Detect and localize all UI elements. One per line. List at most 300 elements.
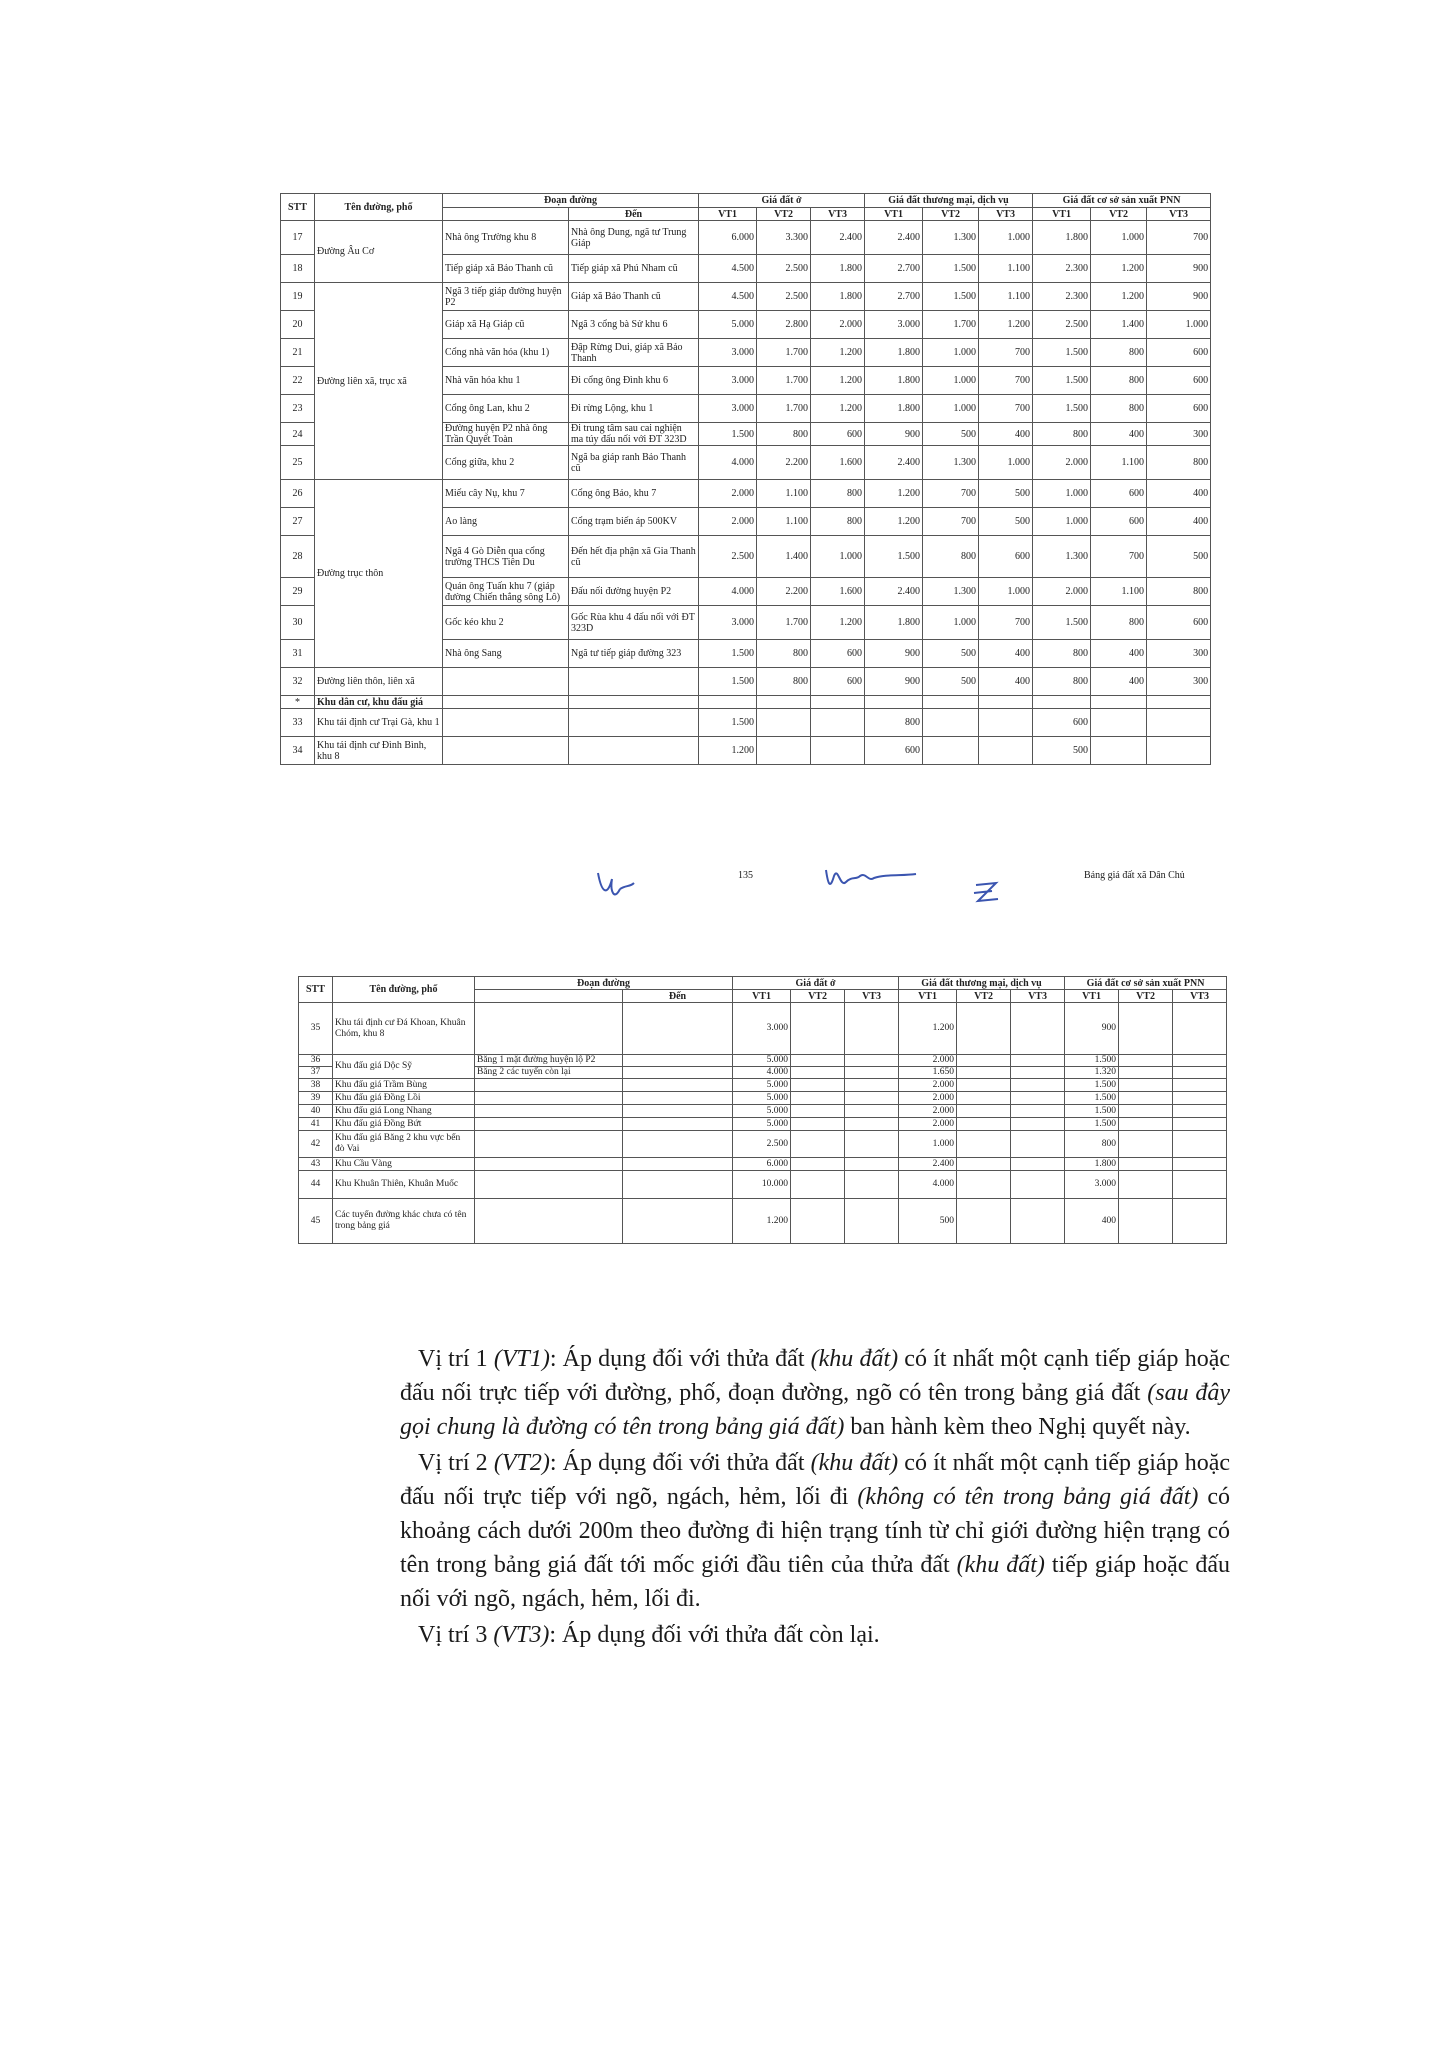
price-cell: 800 bbox=[1065, 1131, 1119, 1158]
price-cell: 800 bbox=[811, 508, 865, 536]
header-ten-duong: Tên đường, phố bbox=[315, 194, 443, 221]
page-number: 135 bbox=[738, 870, 753, 881]
vt2-text-d: (khu đất) bbox=[810, 1450, 899, 1476]
price-cell: 1.100 bbox=[757, 508, 811, 536]
header-doan-duong: Đoạn đường bbox=[443, 194, 699, 208]
price-cell: 400 bbox=[979, 423, 1033, 446]
price-cell bbox=[957, 1079, 1011, 1092]
price-cell bbox=[791, 1199, 845, 1244]
price-cell: 3.000 bbox=[865, 311, 923, 339]
row-ten-duong: Khu dân cư, khu đấu giá bbox=[315, 696, 443, 709]
price-cell: 800 bbox=[1091, 606, 1147, 640]
vt1-text-g: ban hành kèm theo Nghị quyết này. bbox=[844, 1414, 1191, 1440]
row-stt: 33 bbox=[281, 709, 315, 737]
group-doc-sy: Khu đấu giá Dộc Sỹ bbox=[333, 1055, 475, 1079]
header-vt: VT3 bbox=[1147, 208, 1211, 221]
table-row bbox=[299, 1092, 1227, 1105]
row-tu bbox=[475, 1131, 623, 1158]
row-tu bbox=[475, 1105, 623, 1118]
price-cell bbox=[1173, 1003, 1227, 1055]
price-cell: 2.400 bbox=[865, 446, 923, 480]
row-stt: 17 bbox=[281, 221, 315, 255]
price-cell bbox=[811, 696, 865, 709]
price-cell: 1.500 bbox=[1033, 367, 1091, 395]
price-cell bbox=[1011, 1171, 1065, 1199]
row-den bbox=[623, 1079, 733, 1092]
price-cell bbox=[923, 696, 979, 709]
price-cell bbox=[1091, 737, 1147, 765]
price-cell bbox=[957, 1092, 1011, 1105]
table-row bbox=[281, 737, 1211, 765]
row-den: Đấu nối đường huyện P2 bbox=[569, 578, 699, 606]
price-cell: 800 bbox=[811, 480, 865, 508]
header-gia-dat-tm: Giá đất thương mại, dịch vụ bbox=[865, 194, 1033, 208]
price-cell: 400 bbox=[979, 668, 1033, 696]
price-cell bbox=[1091, 709, 1147, 737]
price-cell: 3.000 bbox=[1065, 1171, 1119, 1199]
row-tu: Cổng giữa, khu 2 bbox=[443, 446, 569, 480]
price-cell: 1.800 bbox=[865, 606, 923, 640]
price-cell: 2.300 bbox=[1033, 255, 1091, 283]
price-cell: 4.500 bbox=[699, 283, 757, 311]
price-table-1 bbox=[280, 193, 1211, 765]
price-cell: 1.600 bbox=[811, 446, 865, 480]
price-cell: 2.500 bbox=[699, 536, 757, 578]
price-cell: 1.500 bbox=[1033, 606, 1091, 640]
row-den bbox=[623, 1171, 733, 1199]
price-cell: 1.300 bbox=[923, 578, 979, 606]
row-tu: Ngã 4 Gò Diễn qua cổng trường THCS Tiên Du bbox=[443, 536, 569, 578]
row-ten-duong: Khu tái định cư Đá Khoan, Khuân Chóm, khu 8 bbox=[333, 1003, 475, 1055]
price-cell: 1.700 bbox=[757, 606, 811, 640]
price-cell: 600 bbox=[1091, 508, 1147, 536]
price-cell: 1.500 bbox=[699, 668, 757, 696]
price-cell bbox=[1119, 1118, 1173, 1131]
table2-body bbox=[299, 1003, 1227, 1244]
price-cell: 3.300 bbox=[757, 221, 811, 255]
price-cell: 2.700 bbox=[865, 255, 923, 283]
position-definitions bbox=[400, 1342, 1230, 1652]
price-cell: 700 bbox=[979, 606, 1033, 640]
price-cell: 1.200 bbox=[811, 339, 865, 367]
price-cell: 900 bbox=[1147, 255, 1211, 283]
header-vt: VT3 bbox=[979, 208, 1033, 221]
price-cell bbox=[1011, 1199, 1065, 1244]
price-cell: 800 bbox=[1147, 578, 1211, 606]
price-cell bbox=[1173, 1118, 1227, 1131]
header-gia-dat-o: Giá đất ở bbox=[699, 194, 865, 208]
row-stt: 34 bbox=[281, 737, 315, 765]
price-cell bbox=[845, 1055, 899, 1067]
price-cell bbox=[791, 1118, 845, 1131]
price-cell: 5.000 bbox=[733, 1118, 791, 1131]
row-ten-duong: Khu tái định cư Đình Bình, khu 8 bbox=[315, 737, 443, 765]
row-tu: Cổng nhà văn hóa (khu 1) bbox=[443, 339, 569, 367]
price-cell bbox=[1119, 1171, 1173, 1199]
row-ten-duong: Khu đấu giá Đồng Lồi bbox=[333, 1092, 475, 1105]
signature-initial-2 bbox=[820, 860, 920, 900]
price-cell: 3.000 bbox=[699, 395, 757, 423]
row-stt: 18 bbox=[281, 255, 315, 283]
header-vt: VT1 bbox=[699, 208, 757, 221]
price-cell bbox=[957, 1003, 1011, 1055]
table-row bbox=[299, 1199, 1227, 1244]
row-den bbox=[623, 1003, 733, 1055]
price-cell: 1.700 bbox=[757, 367, 811, 395]
table-row bbox=[299, 1131, 1227, 1158]
price-cell: 1.300 bbox=[923, 446, 979, 480]
price-cell bbox=[1011, 1079, 1065, 1092]
row-den bbox=[569, 696, 699, 709]
price-cell: 1.200 bbox=[733, 1199, 791, 1244]
header-gia-dat-tm: Giá đất thương mại, dịch vụ bbox=[899, 977, 1065, 990]
price-cell: 1.500 bbox=[1065, 1105, 1119, 1118]
row-den: Cổng trạm biến áp 500KV bbox=[569, 508, 699, 536]
price-cell bbox=[957, 1171, 1011, 1199]
vt2-text-f: (không có tên trong bảng giá đất) bbox=[857, 1484, 1199, 1510]
row-ten-duong: Khu tái định cư Trại Gà, khu 1 bbox=[315, 709, 443, 737]
row-stt: 39 bbox=[299, 1092, 333, 1105]
header-vt: VT1 bbox=[1065, 990, 1119, 1003]
row-stt: 45 bbox=[299, 1199, 333, 1244]
price-cell: 1.200 bbox=[811, 395, 865, 423]
price-cell: 400 bbox=[1091, 423, 1147, 446]
price-cell: 800 bbox=[1033, 668, 1091, 696]
price-cell: 1.500 bbox=[699, 423, 757, 446]
header-vt: VT3 bbox=[811, 208, 865, 221]
price-cell bbox=[1091, 696, 1147, 709]
price-cell: 600 bbox=[979, 536, 1033, 578]
price-cell bbox=[979, 696, 1033, 709]
price-cell: 1.000 bbox=[979, 446, 1033, 480]
price-cell: 500 bbox=[1147, 536, 1211, 578]
price-cell: 2.400 bbox=[899, 1158, 957, 1171]
row-den bbox=[569, 668, 699, 696]
price-cell: 1.100 bbox=[979, 255, 1033, 283]
row-stt: 24 bbox=[281, 423, 315, 446]
price-cell bbox=[845, 1079, 899, 1092]
price-cell: 1.500 bbox=[865, 536, 923, 578]
row-den: Ngã tư tiếp giáp đường 323 bbox=[569, 640, 699, 668]
header-vt: VT1 bbox=[899, 990, 957, 1003]
price-cell: 600 bbox=[1091, 480, 1147, 508]
price-cell: 1.200 bbox=[1091, 283, 1147, 311]
price-cell: 800 bbox=[1091, 367, 1147, 395]
vt1-text-d: (khu đất) bbox=[810, 1346, 899, 1372]
price-cell bbox=[1173, 1131, 1227, 1158]
price-cell bbox=[1011, 1055, 1065, 1067]
table-row bbox=[299, 1079, 1227, 1092]
row-stt: 28 bbox=[281, 536, 315, 578]
row-den: Đi trung tâm sau cai nghiện ma túy đấu nối với ĐT 323D bbox=[569, 423, 699, 446]
price-cell: 1.000 bbox=[1033, 508, 1091, 536]
header-vt: VT2 bbox=[957, 990, 1011, 1003]
price-cell bbox=[1011, 1131, 1065, 1158]
header-gia-dat-sx: Giá đất cơ sở sản xuất PNN bbox=[1033, 194, 1211, 208]
table-row bbox=[299, 1055, 1227, 1067]
price-cell: 600 bbox=[811, 640, 865, 668]
row-tu: Ngã 3 tiếp giáp đường huyện P2 bbox=[443, 283, 569, 311]
price-cell: 1.600 bbox=[811, 578, 865, 606]
signature-initial-3 bbox=[968, 873, 1018, 913]
vt2-text-g: có khoảng cách dưới 200m theo đường đi hiện trạng tính từ chỉ giới đường hiện trạng có tên trong bảng giá đất tới mốc giới đầu tiên của thửa đất bbox=[400, 1484, 1231, 1578]
price-cell: 600 bbox=[1147, 339, 1211, 367]
price-cell: 3.000 bbox=[699, 606, 757, 640]
row-tu bbox=[443, 709, 569, 737]
price-cell bbox=[1173, 1158, 1227, 1171]
header-den: Đến bbox=[569, 208, 699, 221]
price-cell bbox=[1119, 1131, 1173, 1158]
price-cell: 2.000 bbox=[699, 508, 757, 536]
price-cell: 1.200 bbox=[699, 737, 757, 765]
row-tu: Đường huyện P2 nhà ông Trần Quyết Toàn bbox=[443, 423, 569, 446]
row-stt: 36 bbox=[299, 1055, 333, 1067]
row-den bbox=[623, 1067, 733, 1079]
price-cell: 1.300 bbox=[1033, 536, 1091, 578]
price-cell: 600 bbox=[1033, 709, 1091, 737]
price-cell: 900 bbox=[1147, 283, 1211, 311]
price-cell: 1.800 bbox=[865, 339, 923, 367]
price-cell: 2.000 bbox=[899, 1055, 957, 1067]
price-cell: 1.320 bbox=[1065, 1067, 1119, 1079]
table-row bbox=[281, 480, 1211, 508]
row-stt: 27 bbox=[281, 508, 315, 536]
price-cell: 400 bbox=[1147, 480, 1211, 508]
price-cell: 1.200 bbox=[979, 311, 1033, 339]
price-cell: 500 bbox=[923, 423, 979, 446]
price-cell bbox=[791, 1131, 845, 1158]
price-cell: 600 bbox=[1147, 367, 1211, 395]
price-cell: 1.400 bbox=[1091, 311, 1147, 339]
price-cell: 1.200 bbox=[1091, 255, 1147, 283]
row-tu: Băng 1 mặt đường huyện lộ P2 bbox=[475, 1055, 623, 1067]
price-cell: 1.700 bbox=[757, 395, 811, 423]
price-cell: 700 bbox=[1091, 536, 1147, 578]
price-cell: 10.000 bbox=[733, 1171, 791, 1199]
price-cell: 1.500 bbox=[699, 640, 757, 668]
price-cell: 2.800 bbox=[757, 311, 811, 339]
price-cell: 1.000 bbox=[923, 395, 979, 423]
price-cell: 700 bbox=[923, 508, 979, 536]
price-cell bbox=[845, 1199, 899, 1244]
group-au-co: Đường Âu Cơ bbox=[315, 221, 443, 283]
row-stt: 35 bbox=[299, 1003, 333, 1055]
price-cell: 2.400 bbox=[865, 221, 923, 255]
price-cell: 800 bbox=[865, 709, 923, 737]
price-cell: 5.000 bbox=[733, 1092, 791, 1105]
row-tu: Nhà ông Trường khu 8 bbox=[443, 221, 569, 255]
vt2-text-b: (VT2) bbox=[493, 1450, 550, 1476]
price-cell bbox=[1119, 1003, 1173, 1055]
price-cell: 2.000 bbox=[899, 1118, 957, 1131]
row-stt: 43 bbox=[299, 1158, 333, 1171]
price-cell bbox=[865, 696, 923, 709]
row-tu bbox=[475, 1003, 623, 1055]
price-cell bbox=[1033, 696, 1091, 709]
header-vt: VT1 bbox=[733, 990, 791, 1003]
price-cell: 1.100 bbox=[979, 283, 1033, 311]
row-tu: Gốc kéo khu 2 bbox=[443, 606, 569, 640]
header-gia-dat-o: Giá đất ở bbox=[733, 977, 899, 990]
price-cell: 2.400 bbox=[865, 578, 923, 606]
vt1-text-f: (sau đây gọi chung là đường có tên trong bảng giá đất) bbox=[400, 1380, 1231, 1440]
price-cell bbox=[1119, 1067, 1173, 1079]
price-cell: 500 bbox=[923, 668, 979, 696]
row-stt: 30 bbox=[281, 606, 315, 640]
row-stt: 25 bbox=[281, 446, 315, 480]
price-cell bbox=[1119, 1092, 1173, 1105]
price-cell bbox=[1119, 1105, 1173, 1118]
price-cell: 400 bbox=[1147, 508, 1211, 536]
price-cell: 1.000 bbox=[923, 606, 979, 640]
price-cell: 300 bbox=[1147, 640, 1211, 668]
price-cell: 2.200 bbox=[757, 446, 811, 480]
price-cell bbox=[1119, 1199, 1173, 1244]
row-stt: 31 bbox=[281, 640, 315, 668]
header-ten-duong: Tên đường, phố bbox=[333, 977, 475, 1003]
row-tu: Miếu cây Nụ, khu 7 bbox=[443, 480, 569, 508]
row-ten-duong: Đường liên thôn, liên xã bbox=[315, 668, 443, 696]
row-stt: 41 bbox=[299, 1118, 333, 1131]
row-den: Ngã ba giáp ranh Bảo Thanh cũ bbox=[569, 446, 699, 480]
price-cell: 5.000 bbox=[733, 1079, 791, 1092]
price-cell: 4.000 bbox=[899, 1171, 957, 1199]
price-cell: 2.500 bbox=[757, 283, 811, 311]
group-truc-thon: Đường trục thôn bbox=[315, 480, 443, 668]
price-cell: 500 bbox=[923, 640, 979, 668]
price-cell: 600 bbox=[811, 668, 865, 696]
row-den bbox=[623, 1199, 733, 1244]
row-tu bbox=[443, 668, 569, 696]
price-cell bbox=[1011, 1158, 1065, 1171]
price-cell: 500 bbox=[979, 480, 1033, 508]
table-row bbox=[281, 709, 1211, 737]
table-row bbox=[281, 221, 1211, 255]
row-den: Nhà ông Dung, ngã tư Trung Giáp bbox=[569, 221, 699, 255]
price-cell: 900 bbox=[865, 640, 923, 668]
price-cell: 1.700 bbox=[757, 339, 811, 367]
footer-table-name: Bảng giá đất xã Dân Chủ bbox=[1084, 870, 1185, 881]
price-cell bbox=[1119, 1158, 1173, 1171]
price-cell: 800 bbox=[923, 536, 979, 578]
price-cell bbox=[923, 737, 979, 765]
row-stt: 42 bbox=[299, 1131, 333, 1158]
price-cell: 700 bbox=[923, 480, 979, 508]
price-cell bbox=[1119, 1079, 1173, 1092]
price-cell: 800 bbox=[1033, 423, 1091, 446]
header-vt: VT3 bbox=[845, 990, 899, 1003]
price-cell: 4.500 bbox=[699, 255, 757, 283]
price-cell: 1.500 bbox=[699, 709, 757, 737]
header-doan-duong: Đoạn đường bbox=[475, 977, 733, 990]
price-cell: 1.500 bbox=[923, 255, 979, 283]
price-cell: 1.500 bbox=[1033, 395, 1091, 423]
row-tu: Băng 2 các tuyến còn lại bbox=[475, 1067, 623, 1079]
price-cell: 400 bbox=[1091, 640, 1147, 668]
price-cell bbox=[1147, 737, 1211, 765]
price-cell: 2.500 bbox=[757, 255, 811, 283]
header-vt: VT2 bbox=[923, 208, 979, 221]
group-lien-xa: Đường liên xã, trục xã bbox=[315, 283, 443, 480]
row-ten-duong: Khu đấu giá Long Nhang bbox=[333, 1105, 475, 1118]
price-cell bbox=[957, 1067, 1011, 1079]
vt2-text-h: (khu đất) bbox=[956, 1552, 1045, 1578]
row-ten-duong: Khu Cầu Vàng bbox=[333, 1158, 475, 1171]
row-ten-duong: Khu đấu giá Đồng Bứt bbox=[333, 1118, 475, 1131]
price-cell: 3.000 bbox=[699, 367, 757, 395]
price-cell bbox=[791, 1105, 845, 1118]
table1-body bbox=[281, 221, 1211, 765]
price-cell bbox=[1173, 1199, 1227, 1244]
row-tu: Nhà ông Sang bbox=[443, 640, 569, 668]
price-cell: 400 bbox=[979, 640, 1033, 668]
header-vt: VT3 bbox=[1173, 990, 1227, 1003]
price-cell: 4.000 bbox=[733, 1067, 791, 1079]
price-cell bbox=[791, 1003, 845, 1055]
price-cell: 800 bbox=[1033, 640, 1091, 668]
vt1-paragraph bbox=[400, 1342, 1230, 1444]
price-cell: 400 bbox=[1065, 1199, 1119, 1244]
row-den: Đập Rừng Dui, giáp xã Bảo Thanh bbox=[569, 339, 699, 367]
row-den: Ngã 3 cổng bà Sử khu 6 bbox=[569, 311, 699, 339]
vt1-text-c: : Áp dụng đối với thửa đất bbox=[549, 1346, 811, 1372]
price-cell: 900 bbox=[865, 668, 923, 696]
price-cell: 1.500 bbox=[1065, 1079, 1119, 1092]
row-den: Gốc Rùa khu 4 đấu nối với ĐT 323D bbox=[569, 606, 699, 640]
row-den bbox=[623, 1131, 733, 1158]
price-cell bbox=[845, 1131, 899, 1158]
row-ten-duong: Khu đấu giá Băng 2 khu vực bến đò Vai bbox=[333, 1131, 475, 1158]
price-cell: 6.000 bbox=[733, 1158, 791, 1171]
row-ten-duong: Khu đấu giá Trầm Bùng bbox=[333, 1079, 475, 1092]
row-stt: 22 bbox=[281, 367, 315, 395]
price-cell: 2.700 bbox=[865, 283, 923, 311]
price-cell: 4.000 bbox=[699, 446, 757, 480]
price-cell bbox=[1011, 1003, 1065, 1055]
price-cell bbox=[957, 1055, 1011, 1067]
price-cell: 2.400 bbox=[811, 221, 865, 255]
price-cell bbox=[791, 1055, 845, 1067]
price-cell bbox=[923, 709, 979, 737]
price-cell: 800 bbox=[757, 423, 811, 446]
price-cell bbox=[957, 1199, 1011, 1244]
price-cell: 1.500 bbox=[1065, 1118, 1119, 1131]
price-table-2 bbox=[298, 976, 1227, 1244]
row-stt: 21 bbox=[281, 339, 315, 367]
row-tu: Quán ông Tuấn khu 7 (giáp đường Chiến thắng sông Lô) bbox=[443, 578, 569, 606]
row-stt: 20 bbox=[281, 311, 315, 339]
vt3-paragraph bbox=[400, 1618, 1230, 1652]
vt3-text-c: : Áp dụng đối với thửa đất còn lại. bbox=[549, 1622, 880, 1648]
vt2-text-a: Vị trí 2 bbox=[418, 1450, 494, 1476]
price-cell bbox=[1011, 1067, 1065, 1079]
price-cell bbox=[845, 1171, 899, 1199]
price-cell: 800 bbox=[1091, 339, 1147, 367]
price-cell bbox=[979, 709, 1033, 737]
price-cell: 600 bbox=[811, 423, 865, 446]
price-cell: 600 bbox=[1147, 606, 1211, 640]
header-vt: VT2 bbox=[1091, 208, 1147, 221]
row-den: Tiếp giáp xã Phú Nham cũ bbox=[569, 255, 699, 283]
price-cell: 1.000 bbox=[979, 578, 1033, 606]
price-cell: 900 bbox=[865, 423, 923, 446]
price-cell: 1.500 bbox=[923, 283, 979, 311]
row-den bbox=[569, 709, 699, 737]
price-cell bbox=[791, 1067, 845, 1079]
price-cell bbox=[791, 1079, 845, 1092]
vt1-text-e: có ít nhất một cạnh tiếp giáp hoặc đấu nối trực tiếp với đường, phố, đoạn đường, ngõ có tên trong bảng giá đất bbox=[400, 1346, 1230, 1406]
price-cell: 2.000 bbox=[899, 1092, 957, 1105]
